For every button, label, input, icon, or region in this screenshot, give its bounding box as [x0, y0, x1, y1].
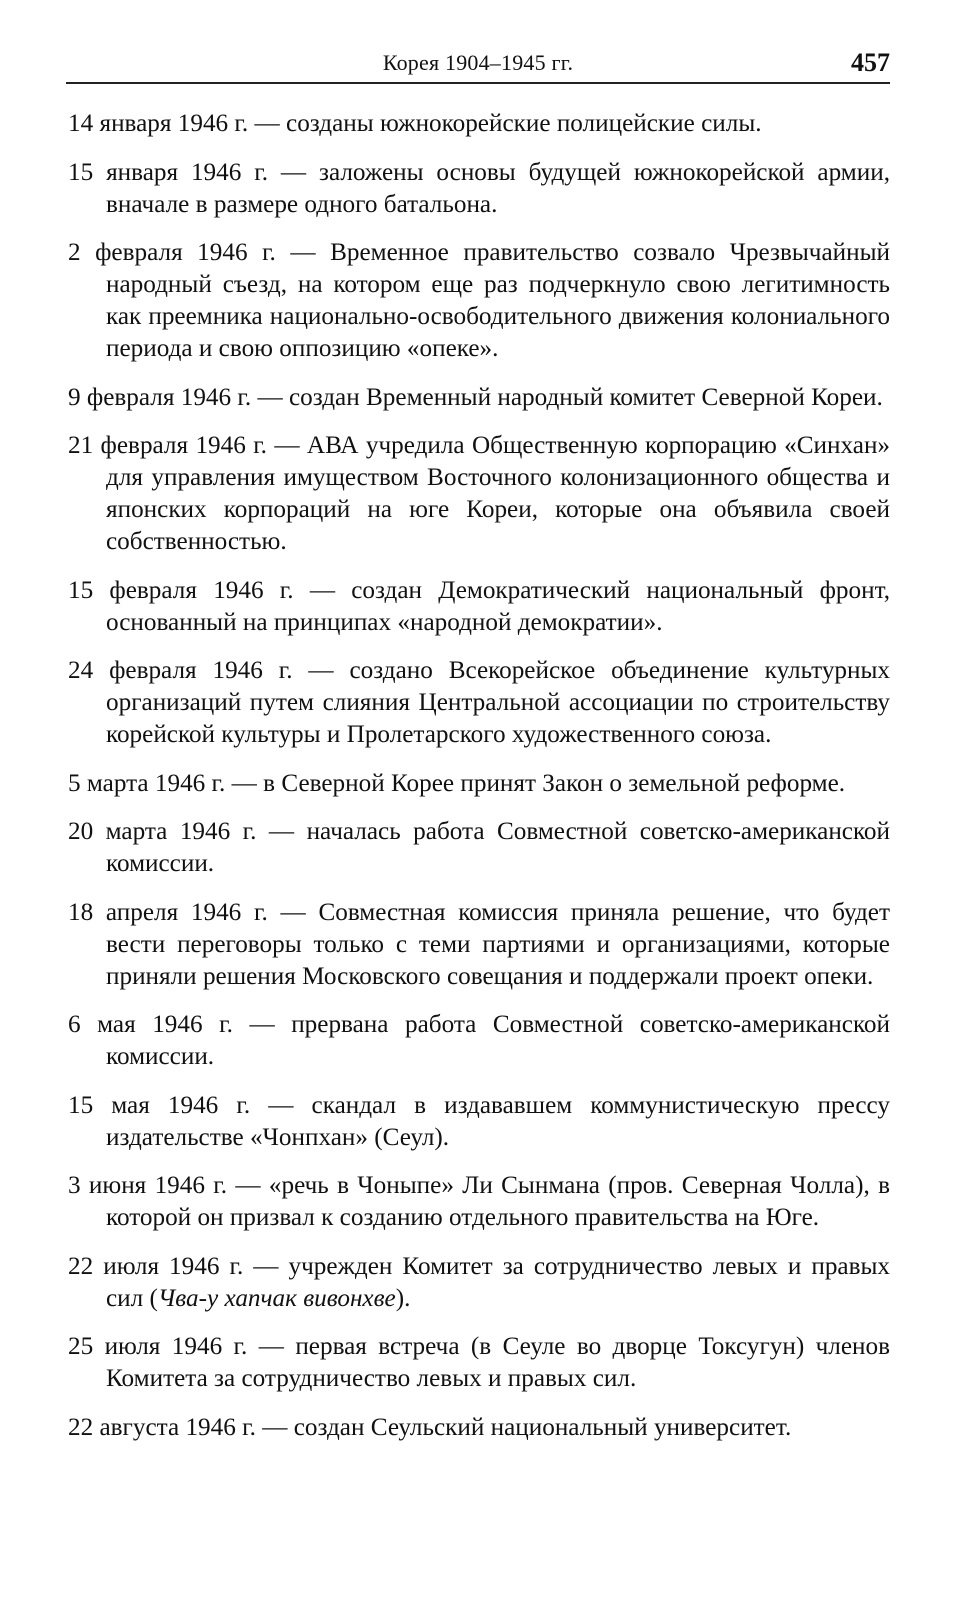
entry-text: скандал в издававшем коммунистическую прессу издательстве «Чонпхан» (Сеул). — [106, 1091, 890, 1151]
chronology-entry: 14 января 1946 г. — созданы южнокорейские полицейские силы. — [68, 110, 762, 137]
entry-date: 15 февраля 1946 г. — [68, 576, 294, 604]
page-number: 457 — [851, 48, 890, 77]
chronology-entry: 6 мая 1946 г. — прервана работа Совместной советско-американской комиссии. — [68, 1011, 890, 1070]
entry-text: заложены основы будущей южнокорейской армии, вначале в размере одного батальона. — [106, 158, 890, 218]
entry-text: «речь в Чоныпе» Ли Сынмана (пров. Северная Чолла), в которой он призвал к созданию отдельного правительства на Юге. — [106, 1172, 891, 1231]
entry-text: Временное правительство созвало Чрезвычайный народный съезд, на котором еще раз подчеркнуло свою легитимность как преемника национально-освободительного движения колониального периода и свою оппозицию «опеке». — [106, 239, 891, 362]
entry-date: 20 марта 1946 г. — [68, 818, 257, 845]
entry-date: 22 августа 1946 г. — [68, 1413, 256, 1441]
entry-date: 22 июля 1946 г. — [68, 1252, 244, 1280]
entry-date: 15 января 1946 г. — [68, 158, 269, 186]
chronology-entry: 5 марта 1946 г. — в Северной Корее принят Закон о земельной реформе. — [68, 769, 846, 797]
entry-date: 25 июля 1946 г. — [68, 1333, 248, 1360]
chronology-entry: 15 февраля 1946 г. — создан Демократический национальный фронт, основанный на принципах «народной демократии». — [68, 576, 891, 636]
entry-text: создан Демократический национальный фронт, основанный на принципах «народной демократии». — [106, 576, 891, 636]
chronology-entry: 21 февраля 1946 г. — АВА учредила Общественную корпорацию «Синхан» для управления имуществом Восточного колонизационного общества и японских корпораций на юге Кореи, которые она объявила своей собственностью. — [68, 432, 891, 555]
running-header — [66, 48, 890, 84]
entry-date: 14 января 1946 г. — [68, 110, 249, 137]
running-title: Корея 1904–1945 гг. — [382, 50, 574, 75]
chronology-list — [68, 108, 890, 1460]
entry-date: 3 июня 1946 г. — [68, 1172, 228, 1199]
chronology-entry: 20 марта 1946 г. — началась работа Совместной советско-американской комиссии. — [68, 818, 891, 877]
chronology-entry: 18 апреля 1946 г. — Совместная комиссия приняла решение, что будет вести переговоры только с теми партиями и организациями, которые приняли решения Московского совещания и поддержали проект опеки. — [68, 898, 890, 990]
entry-text: Совместная комиссия приняла решение, что будет вести переговоры только с теми партиями и организациями, которые приняли решения Московского совещания и поддержали проект опеки. — [106, 898, 890, 990]
chronology-entry: 15 января 1946 г. — заложены основы будущей южнокорейской армии, вначале в размере одного батальона. — [68, 158, 890, 218]
entry-text: создан Временный народный комитет Северной Кореи. — [288, 383, 883, 411]
entry-date: 2 февраля 1946 г. — [68, 239, 276, 266]
entry-text-tail: ). — [395, 1284, 411, 1312]
chronology-entry: 9 февраля 1946 г. — создан Временный народный комитет Северной Кореи. — [68, 383, 883, 411]
chronology-entry: 22 августа 1946 г. — создан Сеульский национальный университет. — [68, 1413, 792, 1441]
entry-date: 15 мая 1946 г. — [68, 1091, 251, 1119]
chronology-entry: 22 июля 1946 г. — учрежден Комитет за сотрудничество левых и правых сил (Чва-у хапчак вивонхве). — [68, 1252, 891, 1312]
entry-date: 9 февраля 1946 г. — [68, 383, 252, 411]
chronology-entry: 15 мая 1946 г. — скандал в издававшем коммунистическую прессу издательстве «Чонпхан» (Сеул). — [68, 1091, 890, 1151]
chronology-entry: 3 июня 1946 г. — «речь в Чоныпе» Ли Сынмана (пров. Северная Чолла), в которой он призвал к созданию отдельного правительства на Юге. — [68, 1172, 891, 1231]
entry-italic-term: Чва-у хапчак вивонхве — [157, 1284, 396, 1312]
entry-date: 21 февраля 1946 г. — [68, 432, 267, 459]
entry-text: прервана работа Совместной советско-американской комиссии. — [106, 1011, 890, 1070]
entry-text: первая встреча (в Сеуле во дворце Токсугун) членов Комитета за сотрудничество левых и правых сил. — [106, 1333, 891, 1392]
entry-date: 5 марта 1946 г. — [68, 769, 226, 797]
entry-date: 18 апреля 1946 г. — [68, 898, 268, 926]
entry-text: созданы южнокорейские полицейские силы. — [286, 110, 762, 137]
entry-date: 6 мая 1946 г. — [68, 1011, 233, 1038]
entry-text: создано Всекорейское объединение культурных организаций путем слияния Центральной ассоциации по строительству корейской культуры и Пролетарского художественного союза. — [106, 657, 891, 748]
chronology-entry: 25 июля 1946 г. — первая встреча (в Сеуле во дворце Токсугун) членов Комитета за сотрудничество левых и правых сил. — [68, 1333, 891, 1392]
entry-text: учрежден Комитет за сотрудничество левых и правых сил ( — [106, 1252, 891, 1312]
chronology-entry: 24 февраля 1946 г. — создано Всекорейское объединение культурных организаций путем слияния Центральной ассоциации по строительству корейской культуры и Пролетарского художественного союза. — [68, 657, 891, 748]
entry-text: в Северной Корее принят Закон о земельной реформе. — [263, 769, 846, 797]
entry-text: АВА учредила Общественную корпорацию «Синхан» для управления имуществом Восточного колонизационного общества и японских корпораций на юге Кореи, которые она объявила своей собственностью. — [106, 432, 891, 555]
entry-text: началась работа Совместной советско-американской комиссии. — [106, 818, 891, 877]
entry-text: создан Сеульский национальный университет. — [293, 1413, 792, 1441]
chronology-entry: 2 февраля 1946 г. — Временное правительство созвало Чрезвычайный народный съезд, на котором еще раз подчеркнуло свою легитимность как преемника национально-освободительного движения колониального периода и свою оппозицию «опеке». — [68, 239, 891, 362]
entry-date: 24 февраля 1946 г. — [68, 657, 293, 684]
